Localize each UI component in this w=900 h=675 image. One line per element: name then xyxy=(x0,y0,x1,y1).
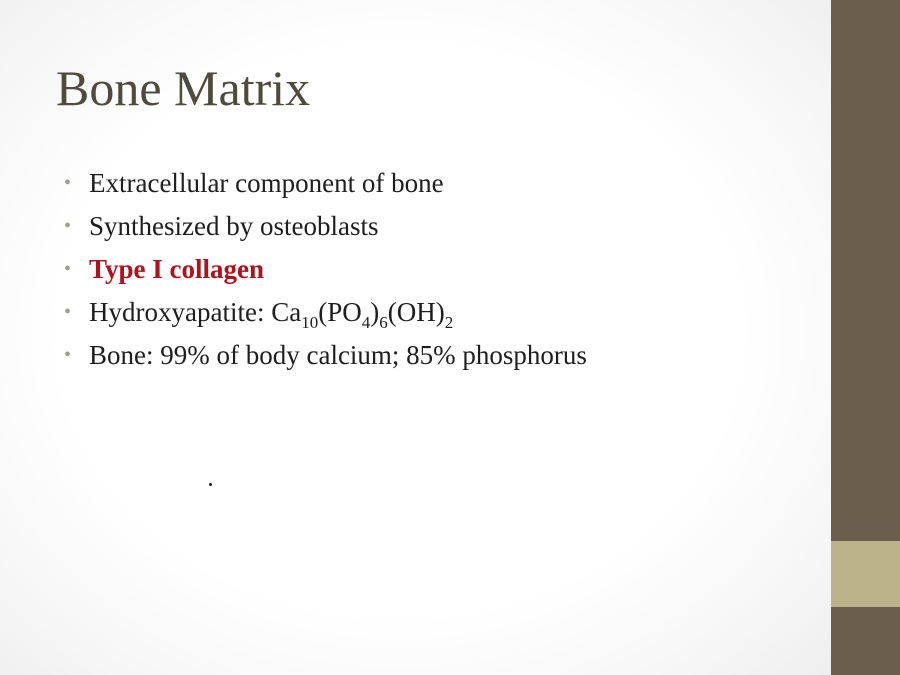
hydroxyapatite-formula xyxy=(89,297,454,333)
bullet-text: Synthesized by osteoblasts xyxy=(89,211,379,241)
bullet-text-highlighted: Type I collagen xyxy=(89,254,264,284)
formula-subscript: 6 xyxy=(379,313,388,333)
bullet-dot-icon: • xyxy=(64,301,72,323)
formula-part: Ca xyxy=(271,297,302,327)
slide-title: Bone Matrix xyxy=(56,60,311,116)
formula-part: (OH) xyxy=(387,297,445,327)
formula-label: Hydroxyapatite: xyxy=(89,297,272,327)
side-decoration-accent xyxy=(831,541,900,607)
bullet-item-collagen xyxy=(64,248,587,291)
bullet-dot-icon: • xyxy=(64,215,72,237)
formula-subscript: 4 xyxy=(361,313,371,333)
bullet-item-osteoblasts xyxy=(64,205,587,248)
formula-subscript: 10 xyxy=(301,313,319,333)
bullet-item-calcium xyxy=(64,334,587,377)
bullet-dot-icon: • xyxy=(64,344,72,366)
bullet-item-extracellular xyxy=(64,162,587,205)
formula-subscript: 2 xyxy=(444,313,454,333)
formula-part: ) xyxy=(370,297,380,327)
stray-dot xyxy=(209,483,212,486)
formula-part: (PO xyxy=(318,297,362,327)
bullet-dot-icon: • xyxy=(64,258,72,280)
bullet-dot-icon: • xyxy=(64,172,72,194)
bullet-text: Extracellular component of bone xyxy=(89,168,444,198)
bullet-text: Bone: 99% of body calcium; 85% phosphorus xyxy=(89,340,587,370)
bullet-list xyxy=(64,162,587,377)
bullet-item-hydroxyapatite xyxy=(64,291,587,334)
